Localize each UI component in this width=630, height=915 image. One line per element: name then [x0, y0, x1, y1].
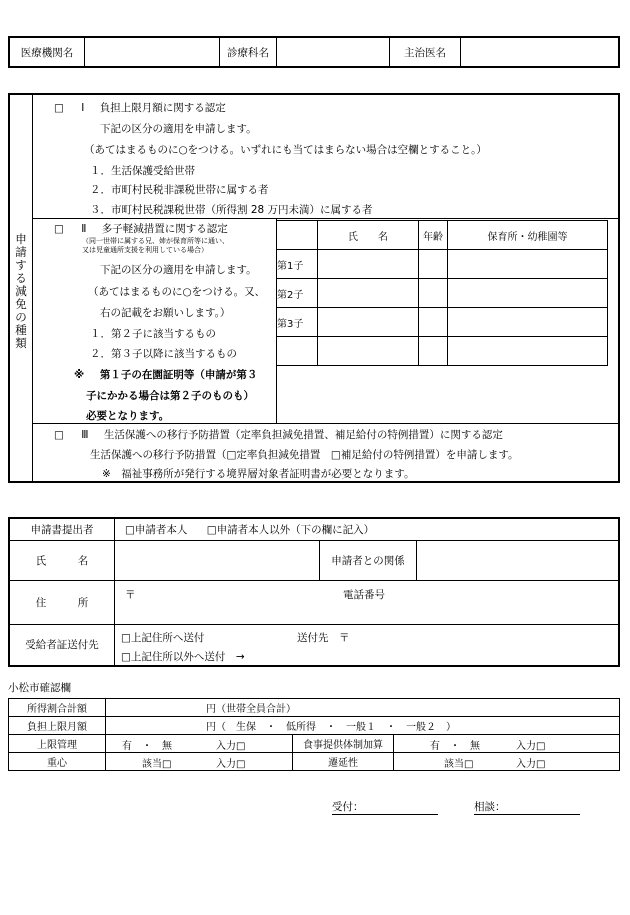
child-facility-cell[interactable]	[448, 308, 608, 337]
delay-input[interactable]: 入力□	[516, 759, 546, 770]
severe-value[interactable]: 該当□	[142, 759, 172, 770]
section1-header: □ Ⅰ 負担上限月額に関する認定	[54, 102, 226, 114]
doctor-field[interactable]	[461, 37, 620, 67]
child-name-cell[interactable]	[318, 337, 419, 366]
section2-checkbox[interactable]: □	[54, 223, 64, 235]
child-facility-cell[interactable]	[448, 250, 608, 279]
cap-input[interactable]: 入力□	[216, 741, 246, 752]
child-label: 第1子	[277, 250, 318, 279]
child-label	[277, 337, 318, 366]
vertical-label: 申 請 す る 減 免 の 種 類	[15, 232, 27, 350]
child-age-cell[interactable]	[419, 337, 448, 366]
section1-item1: １．生活保護受給世帯	[90, 165, 195, 177]
severe-label: 重心	[9, 753, 106, 771]
meal-label: 食事提供体制加算	[293, 735, 394, 753]
institution-field[interactable]	[85, 37, 220, 67]
section3-header: □ Ⅲ 生活保護への移行予防措置（定率負担減免措置、補足給付の特例措置）に関する認定	[54, 429, 503, 441]
child-age-cell[interactable]	[419, 308, 448, 337]
cert-other-address-checkbox[interactable]: □上記住所以外へ送付 →	[121, 650, 245, 663]
institution-label: 医療機関名	[9, 37, 85, 67]
cert-label: 受給者証送付先	[9, 624, 115, 666]
severe-input[interactable]: 入力□	[216, 759, 246, 770]
income-label: 所得割合計額	[9, 699, 106, 717]
divider	[32, 218, 618, 219]
child-name-cell[interactable]	[318, 250, 419, 279]
submitter-label: 申請書提出者	[9, 518, 115, 540]
section1-item2: ２．市町村民税非課税世帯に属する者	[90, 184, 269, 196]
child-age-cell[interactable]	[419, 279, 448, 308]
confirm-table	[8, 698, 620, 771]
section2-note2: 又は児童通所支援を利用している場合）	[82, 246, 208, 254]
department-field[interactable]	[277, 37, 390, 67]
table-row	[277, 279, 608, 308]
address-label: 住 所	[9, 580, 115, 624]
confirm-title: 小松市確認欄	[8, 682, 71, 694]
child-label: 第2子	[277, 279, 318, 308]
cert-options	[115, 624, 620, 666]
table-row	[277, 250, 608, 279]
applicant-table	[8, 517, 620, 667]
table-row	[277, 337, 608, 366]
phone-label: 電話番号	[343, 588, 385, 601]
submitter-self-checkbox[interactable]: □申請者本人	[125, 523, 188, 536]
received-label: 受付：	[332, 800, 438, 815]
col-facility-header: 保育所・幼稚園等	[448, 221, 608, 250]
income-value[interactable]: 円（世帯全員合計）	[106, 699, 620, 717]
section1-title: 負担上限月額に関する認定	[99, 102, 226, 114]
section2-title: 多子軽減措置に関する認定	[101, 223, 228, 235]
relation-label: 申請者との関係	[320, 540, 417, 580]
section2-header: □ Ⅱ 多子軽減措置に関する認定	[54, 223, 228, 235]
address-field[interactable]	[115, 580, 620, 624]
child-name-cell[interactable]	[318, 308, 419, 337]
child-name-cell[interactable]	[318, 279, 419, 308]
section1-line1: 下記の区分の適用を申請します。	[100, 123, 257, 135]
doctor-label: 主治医名	[390, 37, 461, 67]
delay-cell	[394, 753, 620, 771]
table-row	[277, 308, 608, 337]
child-facility-cell[interactable]	[448, 279, 608, 308]
limit-value[interactable]: 円（ 生保 ・ 低所得 ・ 一般１ ・ 一般２ ）	[106, 717, 620, 735]
section2-notice3: 必要となります。	[86, 410, 170, 422]
child-facility-cell[interactable]	[448, 337, 608, 366]
section1-item3: ３．市町村民税課税世帯（所得割 28 万円未満）に属する者	[90, 204, 373, 216]
section2-line1: 下記の区分の適用を申請します。	[100, 264, 257, 276]
section2-note1: （同一世帯に属する兄、姉が保育所等に通い、	[82, 237, 229, 245]
child-label: 第3子	[277, 308, 318, 337]
meal-value[interactable]: 有 ・ 無	[430, 741, 480, 752]
section3-checkbox[interactable]: □	[54, 429, 64, 441]
cap-label: 上限管理	[9, 735, 106, 753]
postal-mark: 〒	[125, 588, 136, 601]
section1-line2: （あてはまるものに○をつける。いずれにも当てはまらない場合は空欄とすること。）	[84, 144, 487, 156]
consult-label: 相談：	[474, 800, 580, 815]
meal-input[interactable]: 入力□	[516, 741, 546, 752]
submitter-options	[115, 518, 620, 540]
section3-line1: 生活保護への移行予防措置（□定率負担減免措置 □補足給付の特例措置）を申請します。	[90, 449, 519, 461]
cert-dest-label: 送付先 〒	[297, 631, 350, 644]
section2-line2: （あてはまるものに○をつける。又、	[88, 286, 266, 298]
col-name-header: 氏 名	[318, 221, 419, 250]
section3-notice: ※ 福祉事務所が発行する境界層対象者証明書が必要となります。	[102, 468, 415, 480]
name-label: 氏 名	[9, 540, 115, 580]
section2-item2: ２．第３子以降に該当するもの	[90, 348, 237, 360]
delay-value[interactable]: 該当□	[444, 759, 474, 770]
section2-notice1: ※ 第１子の在園証明等（申請が第３	[74, 369, 258, 381]
name-field[interactable]	[115, 540, 320, 580]
reduction-type-box	[8, 93, 620, 483]
cert-same-address-checkbox[interactable]: □上記住所へ送付	[121, 631, 205, 644]
relation-field[interactable]	[417, 540, 620, 580]
institution-table	[8, 36, 620, 68]
department-label: 診療科名	[220, 37, 277, 67]
meal-cell	[394, 735, 620, 753]
consult-field[interactable]	[474, 800, 580, 815]
divider	[32, 423, 618, 424]
section2-line3: 右の記載をお願いします。）	[100, 307, 231, 319]
delay-label: 遷延性	[293, 753, 394, 771]
received-field[interactable]	[332, 800, 438, 815]
cap-cell	[106, 735, 293, 753]
submitter-other-checkbox[interactable]: □申請者本人以外（下の欄に記入）	[206, 523, 375, 536]
cap-value[interactable]: 有 ・ 無	[122, 741, 172, 752]
children-table	[276, 220, 608, 366]
section2-notice2: 子にかかる場合は第２子のものも）	[86, 390, 254, 402]
section3-title: 生活保護への移行予防措置（定率負担減免措置、補足給付の特例措置）に関する認定	[103, 429, 503, 441]
child-age-cell[interactable]	[419, 250, 448, 279]
section2-item1: １．第２子に該当するもの	[90, 328, 216, 340]
section1-checkbox[interactable]: □	[54, 102, 64, 114]
severe-cell	[106, 753, 293, 771]
col-age-header: 年齢	[419, 221, 448, 250]
limit-label: 負担上限月額	[9, 717, 106, 735]
